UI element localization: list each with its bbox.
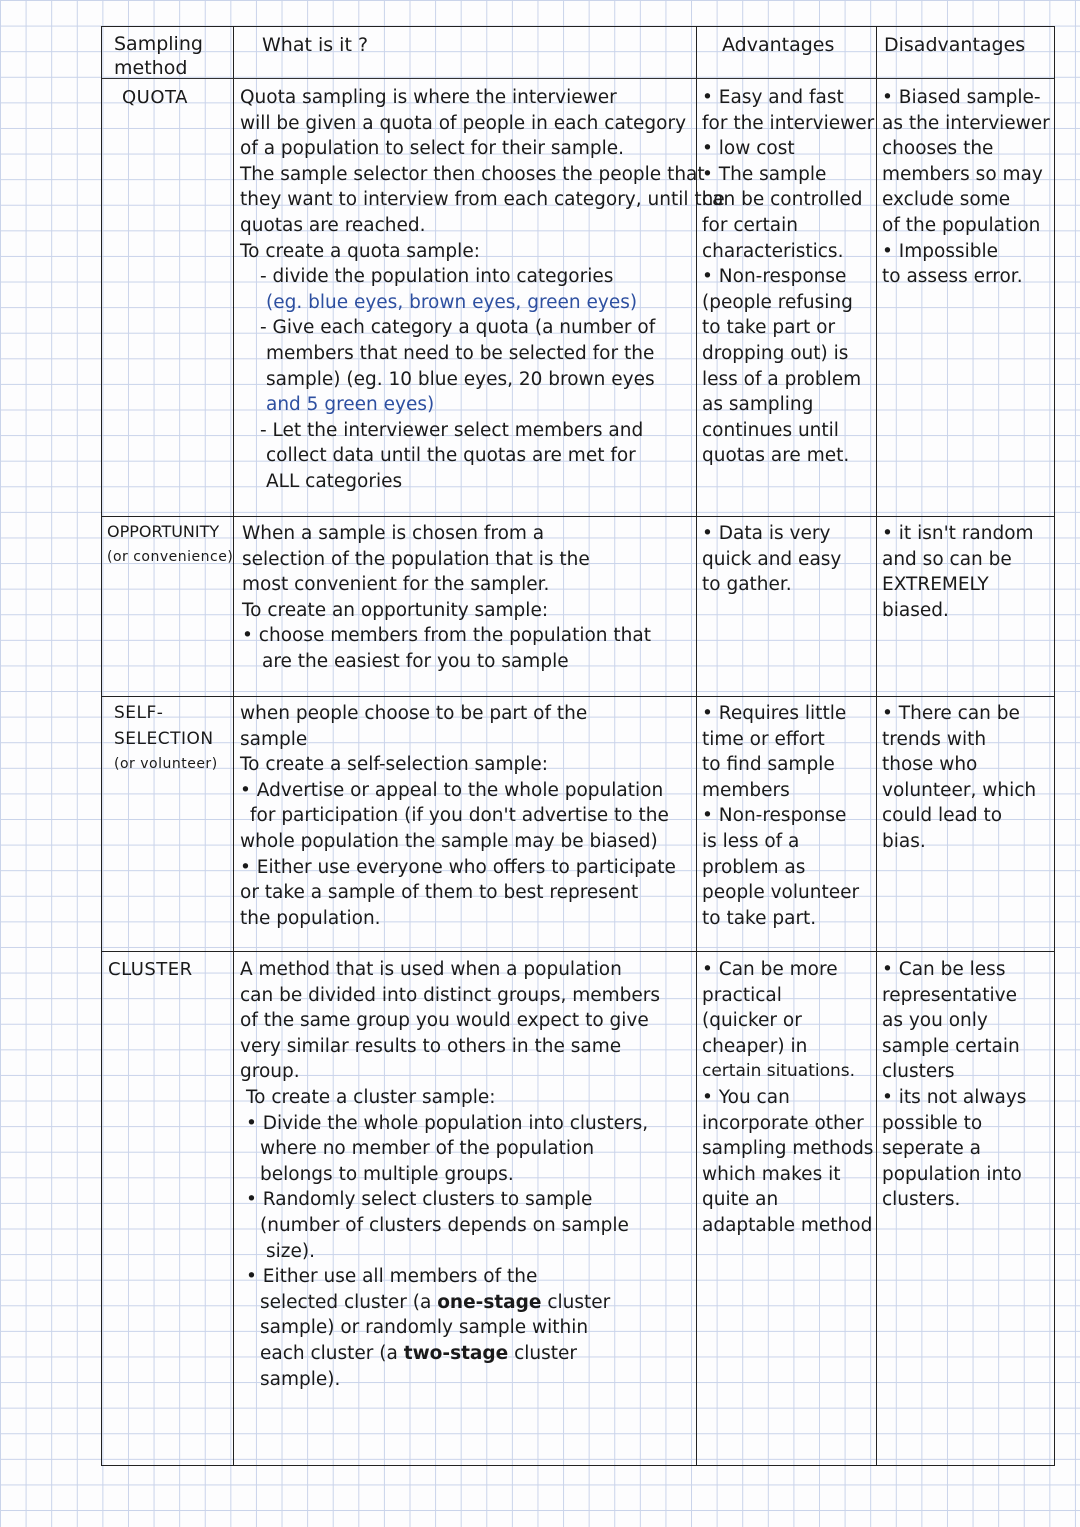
opportunity-disadvantages: • it isn't random and so can be EXTREMELY biased.	[882, 523, 1034, 621]
method-opportunity: OPPORTUNITY (or convenience)	[107, 522, 234, 565]
column-divider	[876, 27, 877, 1465]
quota-disadvantages: • Biased sample- as the interviewer chooses the members so may exclude some of the population • Impossible to assess error.	[882, 87, 1050, 288]
self-selection-description: when people choose to be part of the sample To create a self-selection sample: • Advertise or appeal to the whole population for participation (if you don't advertise to the whole population the sample may be biased) • Either use everyone who offers to participate or take a sample of them to best represent the population.	[240, 703, 676, 929]
opportunity-description: When a sample is chosen from a selection of the population that is the most convenient for the sampler. To create an opportunity sample: • choose members from the population that are the easiest for you to sample	[242, 523, 651, 672]
header-advantages: Advantages	[722, 34, 835, 56]
cluster-disadvantages: • Can be less representative as you only sample certain clusters • its not always possible to seperate a population into clusters.	[882, 959, 1027, 1211]
header-disadvantages: Disadvantages	[884, 34, 1026, 56]
header-method: Sampling method	[114, 33, 203, 79]
header-what-is-it: What is it ?	[262, 34, 369, 56]
row-divider	[102, 696, 1054, 697]
row-divider	[102, 951, 1054, 952]
column-divider	[696, 27, 697, 1465]
row-divider	[102, 78, 1054, 79]
quota-advantages: • Easy and fast for the interviewer • low cost • The sample can be controlled for certain characteristics. • Non-response (people refusing to take part or dropping out) is less of a problem as sampling continues until quotas are met.	[702, 87, 875, 467]
column-divider	[233, 27, 234, 1465]
method-quota: QUOTA	[122, 87, 188, 108]
cluster-advantages: • Can be more practical (quicker or cheaper) in certain situations. • You can incorporate other sampling methods which makes it quite an adaptable method	[702, 959, 874, 1236]
opportunity-advantages: • Data is very quick and easy to gather.	[702, 523, 842, 596]
quota-description: Quota sampling is where the interviewer will be given a quota of people in each category of a population to select for their sample. The sample selector then chooses the people that they want to interview from each category, until the quotas are reached. To create a quota sample: - divide the population into categories (eg. blue eyes, brown eyes, green eyes) - Give each category a quota (a number of members that need to be selected for the sample) (eg. 10 blue eyes, 20 brown eyes and 5 green eyes) - Let the interviewer select members and collect data until the quotas are met for ALL categories	[240, 87, 725, 492]
self-selection-advantages: • Requires little time or effort to find sample members • Non-response is less of a problem as people volunteer to take part.	[702, 703, 860, 929]
method-self-selection: SELF- SELECTION (or volunteer)	[114, 703, 218, 773]
row-divider	[102, 516, 1054, 517]
self-selection-disadvantages: • There can be trends with those who volunteer, which could lead to bias.	[882, 703, 1037, 852]
method-cluster: CLUSTER	[108, 959, 193, 980]
cluster-description: A method that is used when a population can be divided into distinct groups, members of the same group you would expect to give very similar results to others in the same group. To create a cluster sample: • Divide the whole population into clusters, where no member of the population belongs to multiple groups. • Randomly select clusters to sample (number of clusters depends on sample size). • Either use all members of the selected cluster (a one-stage cluster sample) or randomly sample within each cluster (a two-stage cluster sample).	[240, 959, 661, 1390]
sampling-methods-table	[101, 26, 1055, 1466]
